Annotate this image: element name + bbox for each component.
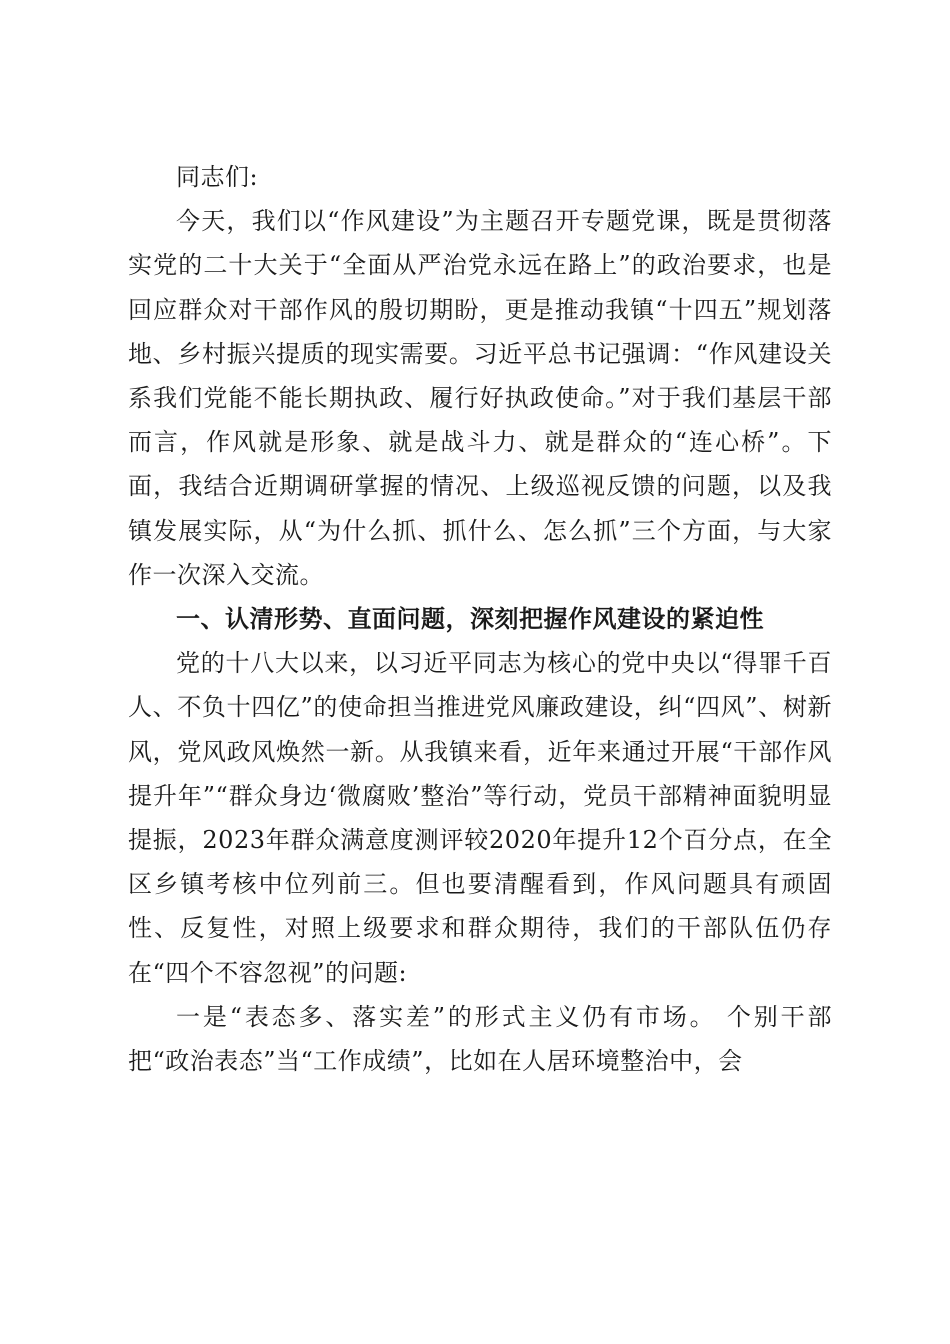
section1-paragraph-2: 一是“表态多、落实差”的形式主义仍有市场。 个别干部把“政治表态”当“工作成绩”，比如在人居环境整治中，会 [128, 1002, 832, 1076]
section-heading-1: 一、认清形势、直面问题，深刻把握作风建设的紧迫性 [176, 605, 764, 634]
greeting: 同志们: [176, 163, 259, 191]
section1-paragraph-1: 党的十八大以来，以习近平同志为核心的党中央以“得罪千百人、不负十四亿”的使命担当推进党风廉政建设，纠“四风”、树新风，党风政风焕然一新。从我镇来看，近年来通过开展“干部作风提升年”“群众身边‘微腐败’整治”等行动，党员干部精神面貌明显提振，2023年群众满意度测评较2020年提升12个百分点，在全区乡镇考核中位列前三。但也要清醒看到，作风问题具有顽固性、反复性，对照上级要求和群众期待，我们的干部队伍仍存在“四个不容忽视”的问题: [128, 649, 832, 987]
intro-paragraph: 今天，我们以“作风建设”为主题召开专题党课，既是贯彻落实党的二十大关于“全面从严治党永远在路上”的政治要求，也是回应群众对干部作风的殷切期盼，更是推动我镇“十四五”规划落地、乡村振兴提质的现实需要。习近平总书记强调：“作风建设关系我们党能不能长期执政、履行好执政使命。”对于我们基层干部而言，作风就是形象、就是战斗力、就是群众的“连心桥”。下面，我结合近期调研掌握的情况、上级巡视反馈的问题，以及我镇发展实际，从“为什么抓、抓什么、怎么抓”三个方面，与大家作一次深入交流。 [128, 207, 832, 589]
document-page [128, 155, 832, 1083]
